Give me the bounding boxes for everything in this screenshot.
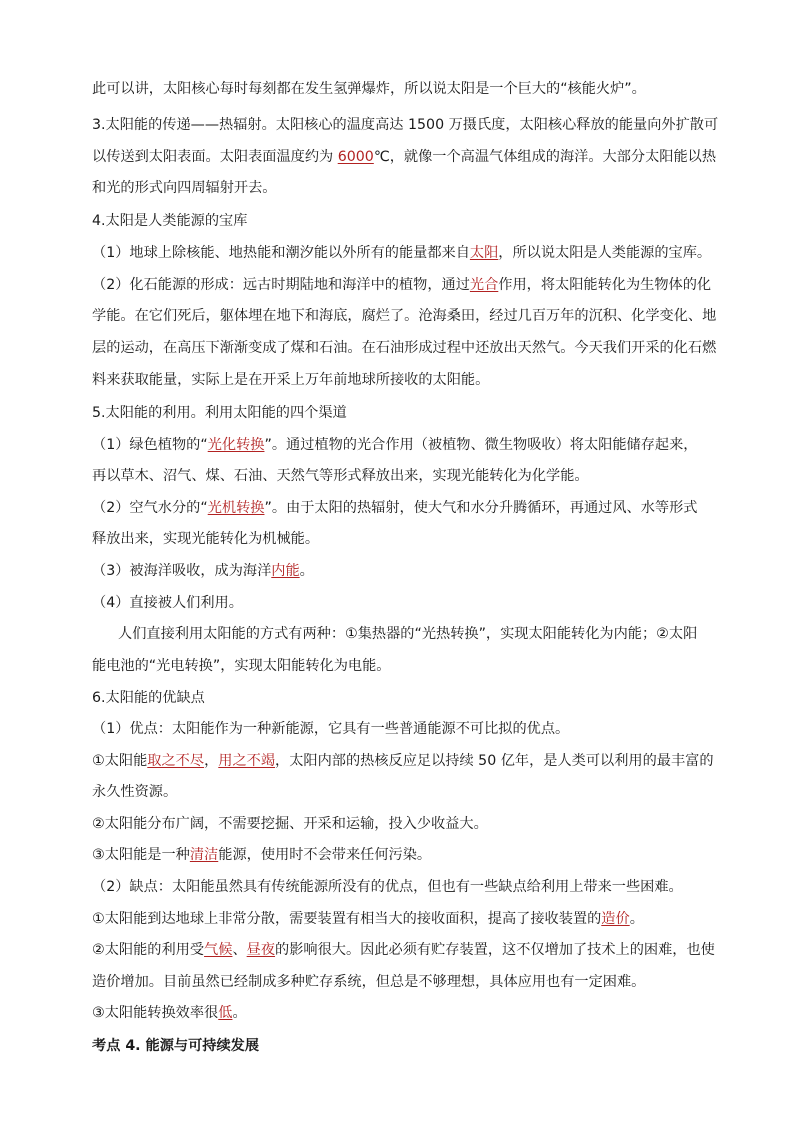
- text-line: （2）空气水分的“光机转换”。由于太阳的热辐射，使大气和水分升腾循环，再通过风、水等形式: [92, 500, 698, 516]
- answer-blank: 用之不竭: [218, 753, 276, 769]
- text-line: （1）地球上除核能、地热能和潮汐能以外所有的能量都来自太阳，所以说太阳是人类能源的宝库。: [92, 245, 712, 261]
- heading-solar-transfer: 3.太阳能的传递——热辐射。太阳核心的温度高达 1500 万摄氏度，太阳核心释放的能量向外扩散可: [92, 117, 719, 133]
- text-line: 能电池的“光电转换”，实现太阳能转化为电能。: [92, 658, 391, 674]
- text-line: 释放出来，实现光能转化为机械能。: [92, 531, 320, 547]
- section-heading: 考点 4. 能源与可持续发展: [92, 1038, 260, 1054]
- answer-blank: 太阳: [469, 245, 499, 261]
- text-line: 此可以讲，太阳核心每时每刻都在发生氢弹爆炸，所以说太阳是一个巨大的“核能火炉”。: [92, 81, 646, 97]
- answer-blank: 取之不尽: [147, 753, 205, 769]
- answer-blank: 内能: [271, 563, 300, 579]
- heading-energy-treasury: 4.太阳是人类能源的宝库: [92, 213, 248, 229]
- text-line: ③太阳能转换效率很低。: [92, 1005, 247, 1021]
- text-line: （1）绿色植物的“光化转换”。通过植物的光合作用（被植物、微生物吸收）将太阳能储存起来，: [92, 437, 698, 453]
- text-line: ③太阳能是一种清洁能源，使用时不会带来任何污染。: [92, 847, 432, 863]
- answer-blank: 清洁: [189, 847, 219, 863]
- text-line: （4）直接被人们利用。: [92, 595, 243, 611]
- answer-blank: 6000: [337, 149, 374, 165]
- answer-blank: 昼夜: [246, 942, 276, 958]
- text-line: 人们直接利用太阳能的方式有两种：①集热器的“光热转换”，实现太阳能转化为内能；②太阳: [118, 626, 698, 642]
- text-line: 永久性资源。: [92, 784, 178, 800]
- text-line: 学能。在它们死后，躯体埋在地下和海底，腐烂了。沧海桑田，经过几百万年的沉积、化学变化、地: [92, 308, 717, 324]
- answer-blank: 光合: [469, 277, 499, 293]
- answer-blank: 造价: [601, 911, 630, 927]
- text-line: （2）化石能源的形成：远古时期陆地和海洋中的植物，通过光合作用，将太阳能转化为生物体的化: [92, 277, 712, 293]
- text-line: 再以草木、沼气、煤、石油、天然气等形式释放出来，实现光能转化为化学能。: [92, 468, 589, 484]
- answer-blank: 低: [218, 1005, 233, 1021]
- answer-blank: 光化转换: [207, 437, 265, 453]
- text-line: ①太阳能取之不尽，用之不竭，太阳内部的热核反应足以持续 50 亿年，是人类可以利用的最丰富的: [92, 753, 714, 769]
- text-line: 造价增加。目前虽然已经制成多种贮存系统，但总是不够理想，具体应用也有一定困难。: [92, 974, 646, 990]
- text-line: ②太阳能分布广阔，不需要挖掘、开采和运输，投入少收益大。: [92, 816, 488, 832]
- answer-blank: 气候: [204, 942, 233, 958]
- heading-solar-use: 5.太阳能的利用。利用太阳能的四个渠道: [92, 405, 347, 421]
- text-line: （2）缺点：太阳能虽然具有传统能源所没有的优点，但也有一些缺点给利用上带来一些困难。: [92, 879, 683, 895]
- text-line: 和光的形式向四周辐射开去。: [92, 180, 277, 196]
- text-line: （3）被海洋吸收，成为海洋内能。: [92, 563, 314, 579]
- answer-blank: 光机转换: [207, 500, 265, 516]
- text-line: （1）优点：太阳能作为一种新能源，它具有一些普通能源不可比拟的优点。: [92, 721, 570, 737]
- text-line: 以传送到太阳表面。太阳表面温度约为 6000℃，就像一个高温气体组成的海洋。大部分太阳能以热: [92, 149, 717, 165]
- text-line: ①太阳能到达地球上非常分散，需要装置有相当大的接收面积，提高了接收装置的造价。: [92, 911, 644, 927]
- text-line: 料来获取能量，实际上是在开采上万年前地球所接收的太阳能。: [92, 372, 490, 388]
- heading-pros-cons: 6.太阳能的优缺点: [92, 690, 205, 706]
- text-line: ②太阳能的利用受气候、昼夜的影响很大。因此必须有贮存装置，这不仅增加了技术上的困难，也使: [92, 942, 715, 958]
- text-line: 层的运动，在高压下渐渐变成了煤和石油。在石油形成过程中还放出天然气。今天我们开采的化石燃: [92, 340, 717, 356]
